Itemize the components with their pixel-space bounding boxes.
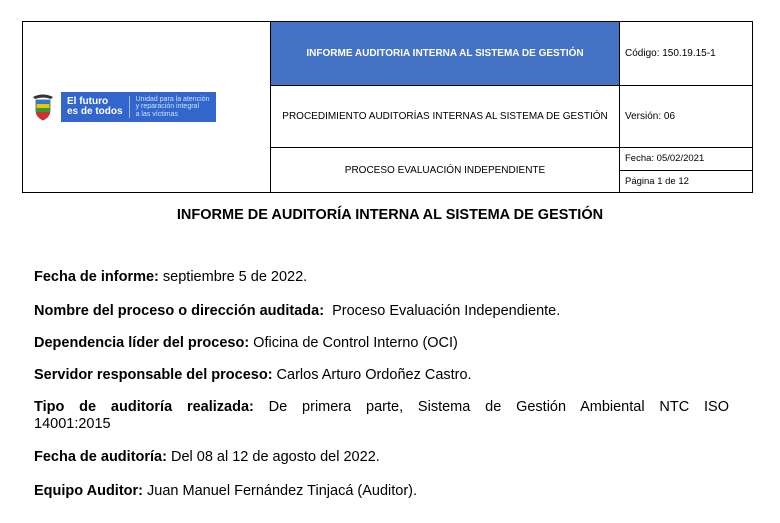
- brand-sub-line-3: a las víctimas: [135, 110, 178, 118]
- document-header-table: [22, 21, 753, 193]
- report-title-cell: INFORME AUDITORIA INTERNA AL SISTEMA DE GESTIÓN: [271, 22, 620, 86]
- field-label: Dependencia líder del proceso:: [34, 335, 250, 351]
- procedure-cell: PROCEDIMIENTO AUDITORÍAS INTERNAS AL SISTEMA DE GESTIÓN: [271, 86, 620, 148]
- audit-type-line-2: 14001:2015: [34, 416, 111, 432]
- page-number: Página 1 de 12: [625, 175, 689, 187]
- brand-sub-line-1: Unidad para la atención: [135, 95, 210, 103]
- audit-date-field: [34, 449, 729, 466]
- brand-line-2: es de todos: [67, 106, 123, 117]
- field-value: Juan Manuel Fernández Tinjacá (Auditor).: [143, 483, 418, 499]
- field-label: Equipo Auditor:: [34, 483, 143, 499]
- audit-team-field: [34, 483, 729, 500]
- field-label: Fecha de informe:: [34, 269, 159, 285]
- logo-cell: [23, 22, 271, 193]
- audit-type-line-1: [34, 399, 729, 416]
- date-page-cell: [620, 148, 753, 193]
- document-title: INFORME DE AUDITORÍA INTERNA AL SISTEMA DE GESTIÓN: [176, 207, 604, 223]
- field-value: Oficina de Control Interno (OCI): [249, 335, 458, 351]
- report-date-field: [34, 269, 729, 286]
- brand-line-1: El futuro: [67, 96, 109, 107]
- colombia-coat-of-arms-icon: [31, 93, 55, 121]
- process-cell: PROCESO EVALUACIÓN INDEPENDIENTE: [271, 148, 620, 193]
- brand-sub-line-2: y reparación integral: [135, 103, 200, 111]
- field-label: Tipo de auditoría realizada:: [34, 399, 254, 415]
- field-label: Servidor responsable del proceso:: [34, 367, 273, 383]
- lead-dependency-field: [34, 335, 729, 352]
- field-label: Fecha de auditoría:: [34, 449, 167, 465]
- field-value: De primera parte, Sistema de Gestión Ambiental NTC ISO: [253, 399, 729, 415]
- organization-logo: [23, 92, 270, 122]
- audit-type-field: [34, 399, 729, 433]
- version-cell: Versión: 06: [620, 86, 753, 148]
- field-value: Del 08 al 12 de agosto del 2022.: [166, 449, 380, 465]
- audited-process-field: [34, 303, 729, 320]
- brand-separator: [129, 96, 130, 118]
- field-value: Carlos Arturo Ordoñez Castro.: [272, 367, 472, 383]
- date-value: Fecha: 05/02/2021: [620, 148, 752, 171]
- field-value: septiembre 5 de 2022.: [158, 269, 308, 285]
- code-cell: Código: 150.19.15-1: [620, 22, 753, 86]
- brand-banner: [61, 92, 216, 122]
- field-value: Proceso Evaluación Independiente.: [324, 303, 561, 319]
- responsible-officer-field: [34, 367, 729, 384]
- field-label: Nombre del proceso o dirección auditada:: [34, 303, 325, 319]
